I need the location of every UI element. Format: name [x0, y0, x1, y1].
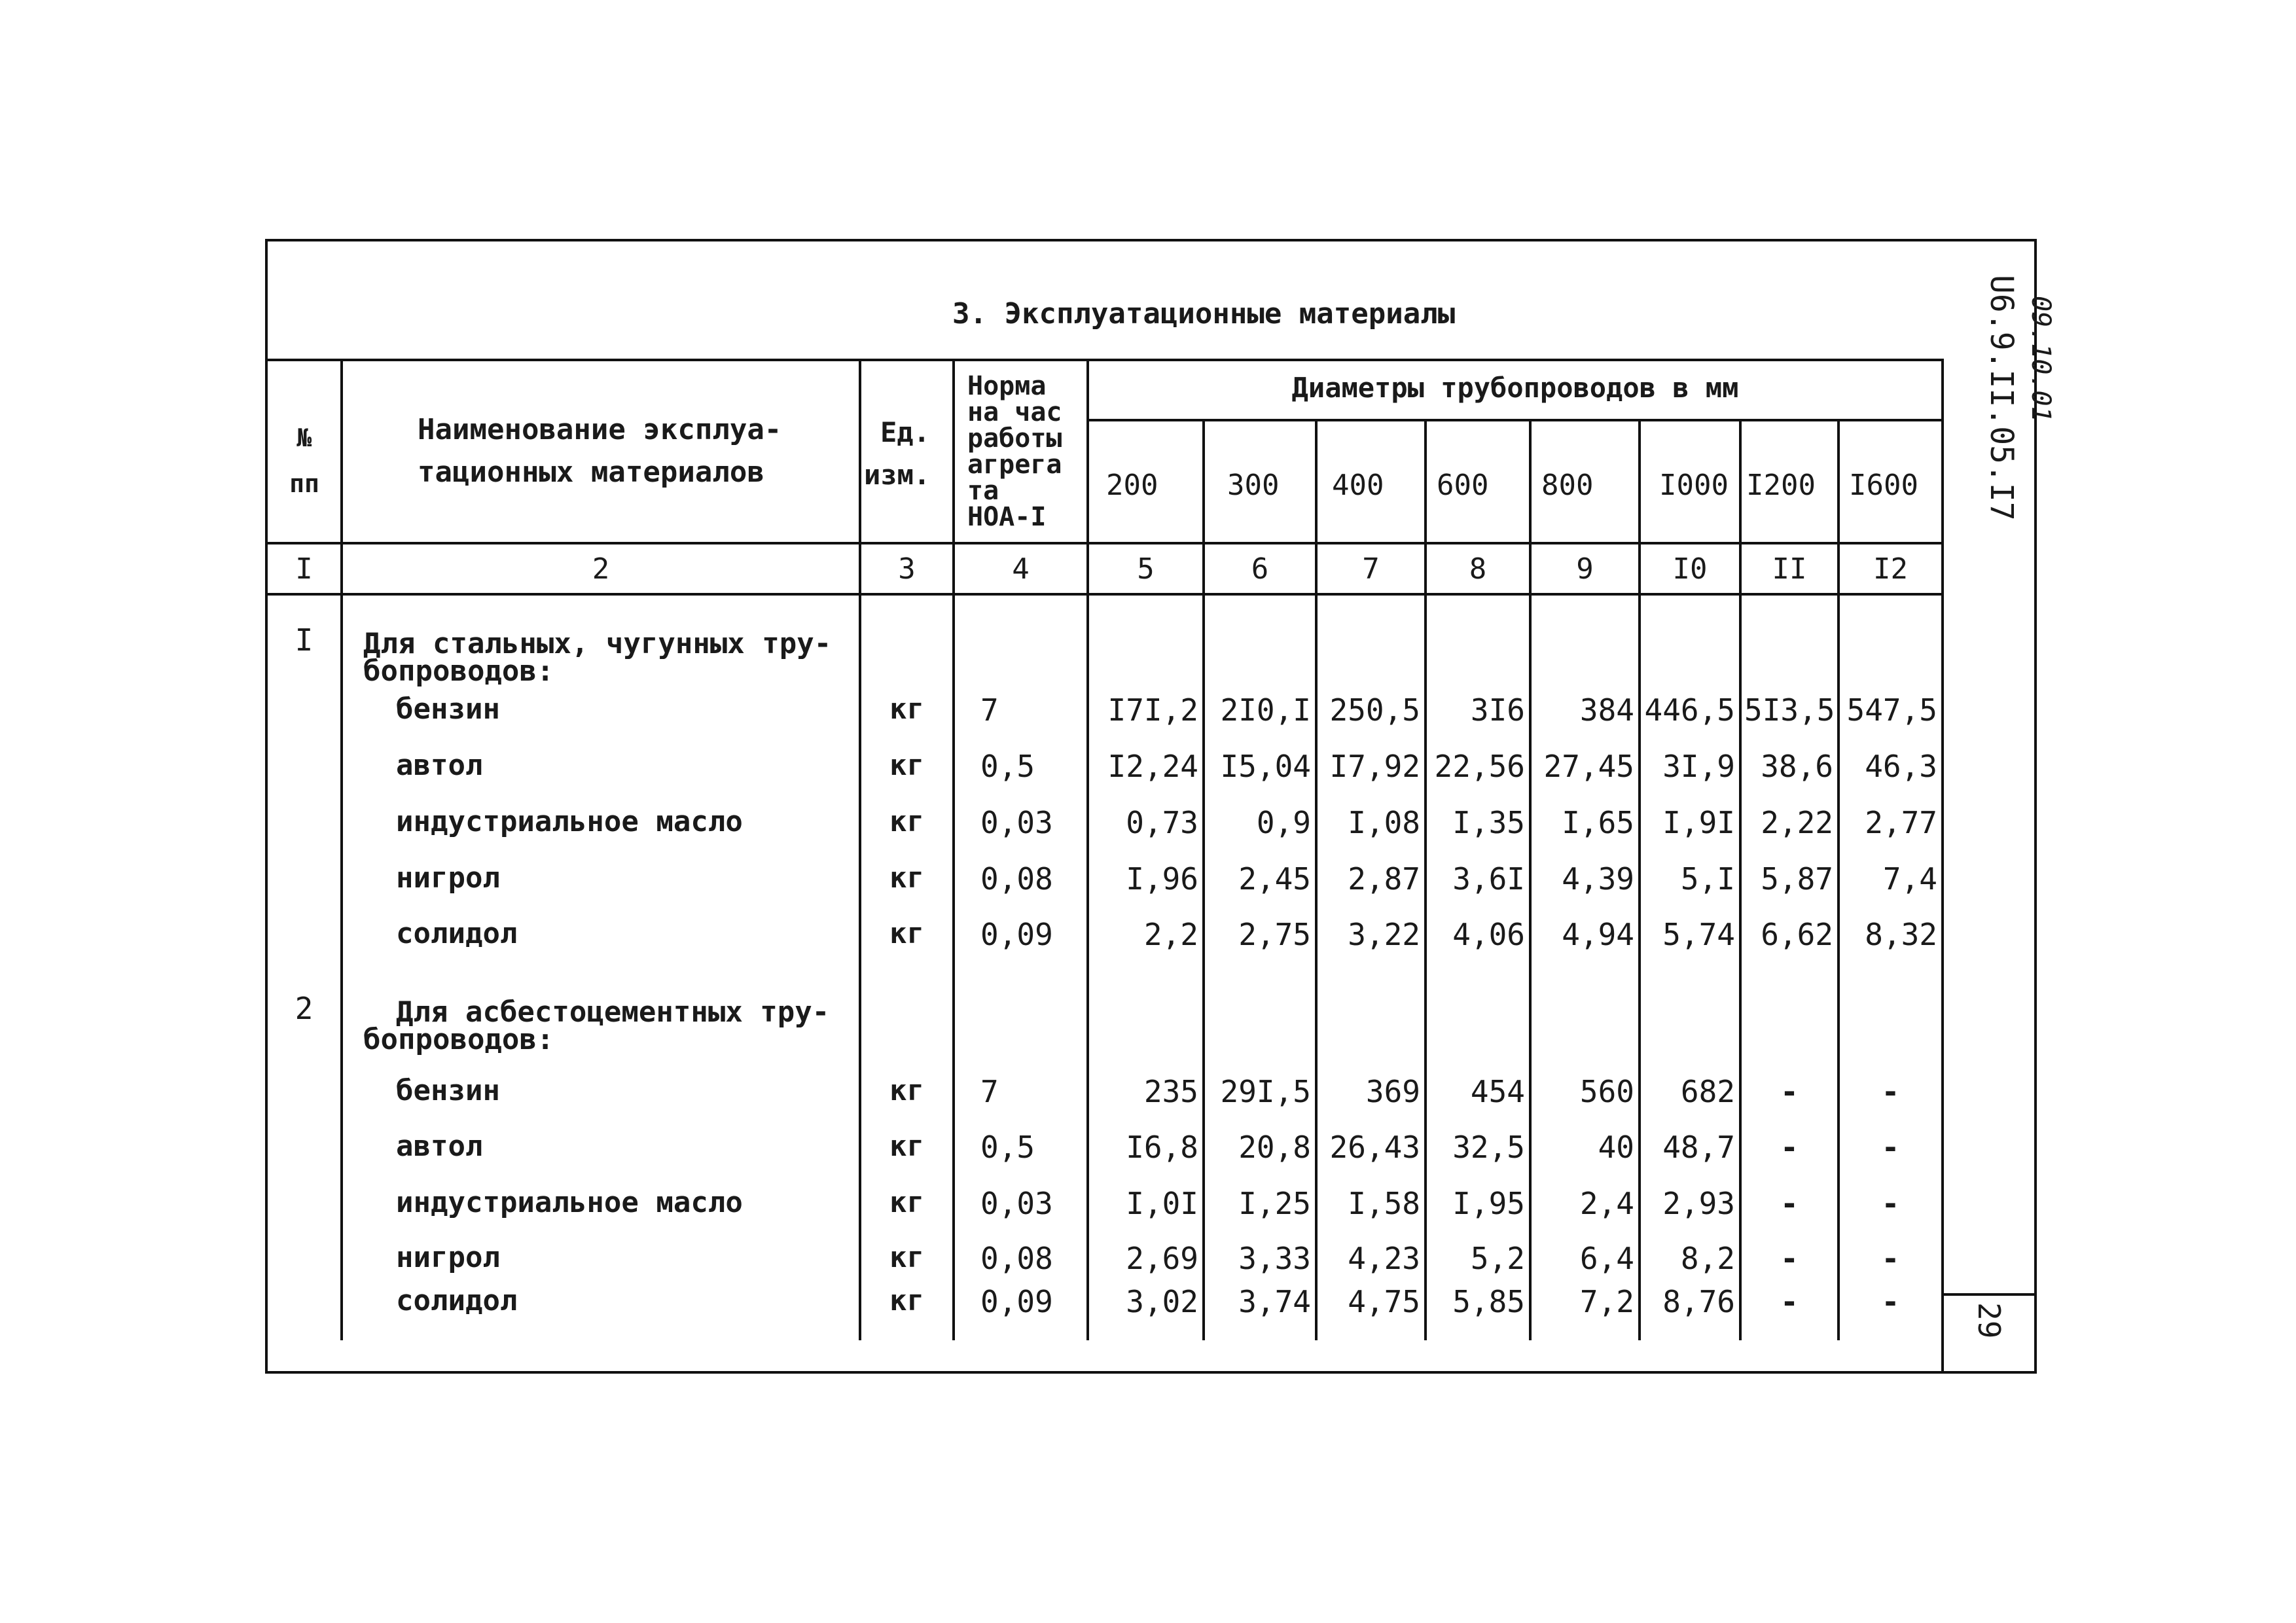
norm-cell: 0,08 [980, 1241, 1053, 1276]
value-cell: - [1881, 1284, 1900, 1319]
value-cell: 26,43 [1329, 1130, 1420, 1165]
table-top-rule [265, 359, 1943, 361]
value-cell: 8,76 [1662, 1284, 1735, 1319]
material-name: нигрол [396, 861, 500, 895]
page-box-left [1941, 1293, 1944, 1373]
value-cell: I,08 [1348, 805, 1420, 840]
value-cell: I,0I [1126, 1186, 1198, 1221]
value-cell: 38,6 [1761, 749, 1833, 784]
header-norm-line4: агрега [967, 450, 1062, 480]
norm-cell: 0,03 [980, 805, 1053, 840]
unit-cell: кг [889, 917, 924, 950]
value-cell: 27,45 [1543, 749, 1634, 784]
norm-cell: 7 [980, 692, 999, 728]
colnum-8: 8 [1469, 552, 1487, 586]
colnum-1: I [295, 552, 313, 586]
value-cell: 8,32 [1865, 917, 1937, 952]
group-2-title-line2: бопроводов: [363, 1023, 554, 1056]
col-sep-1 [340, 359, 343, 1340]
material-name: бензин [396, 1074, 500, 1107]
value-cell: 2I0,I [1220, 692, 1311, 728]
value-cell: I,96 [1126, 861, 1198, 897]
material-name: индустриальное масло [396, 1186, 743, 1219]
value-cell: 2,93 [1662, 1186, 1735, 1221]
value-cell: 2,22 [1761, 805, 1833, 840]
value-cell: 547,5 [1846, 692, 1937, 728]
value-cell: 5,87 [1761, 861, 1833, 897]
colnum-4: 4 [1012, 552, 1030, 586]
colnum-10: I0 [1672, 552, 1708, 586]
value-cell: I,58 [1348, 1186, 1420, 1221]
value-cell: 2,45 [1238, 861, 1311, 897]
value-cell: I,25 [1238, 1186, 1311, 1221]
diam-subheader-rule [1086, 419, 1943, 421]
value-cell: I5,04 [1220, 749, 1311, 784]
value-cell: 5,74 [1662, 917, 1735, 952]
norm-cell: 0,08 [980, 861, 1053, 897]
value-cell: 235 [1143, 1074, 1198, 1109]
unit-cell: кг [889, 861, 924, 895]
value-cell: 5,2 [1470, 1241, 1525, 1276]
unit-cell: кг [889, 1074, 924, 1107]
value-cell: 454 [1470, 1074, 1525, 1109]
value-cell: 7,4 [1882, 861, 1937, 897]
unit-cell: кг [889, 1284, 924, 1317]
norm-cell: 0,09 [980, 917, 1053, 952]
group-1-number: I [295, 622, 314, 658]
value-cell: - [1780, 1241, 1799, 1276]
unit-cell: кг [889, 692, 924, 726]
value-cell: I,95 [1452, 1186, 1525, 1221]
frame-bottom [265, 1371, 2037, 1374]
value-cell: 3,33 [1238, 1241, 1311, 1276]
colnum-9: 9 [1576, 552, 1594, 586]
norm-cell: 0,03 [980, 1186, 1053, 1221]
norm-cell: 0,5 [980, 749, 1035, 784]
material-name: солидол [396, 917, 518, 950]
value-cell: 46,3 [1865, 749, 1937, 784]
value-cell: 4,06 [1452, 917, 1525, 952]
diam-1600: I600 [1849, 469, 1918, 502]
value-cell: 6,62 [1761, 917, 1833, 952]
value-cell: - [1881, 1130, 1900, 1165]
value-cell: 3I,9 [1662, 749, 1735, 784]
norm-cell: 7 [980, 1074, 999, 1109]
material-name: автол [396, 1130, 483, 1163]
value-cell: I,65 [1562, 805, 1634, 840]
value-cell: 446,5 [1644, 692, 1735, 728]
material-name: нигрол [396, 1241, 500, 1274]
diam-400: 400 [1332, 469, 1384, 502]
value-cell: 20,8 [1238, 1130, 1311, 1165]
colnum-3: 3 [898, 552, 916, 586]
value-cell: 4,23 [1348, 1241, 1420, 1276]
diam-800: 800 [1541, 469, 1594, 502]
frame-top [265, 239, 2037, 241]
value-cell: - [1780, 1284, 1799, 1319]
header-unit-line2: изм. [864, 459, 931, 491]
value-cell: - [1881, 1186, 1900, 1221]
value-cell: I7,92 [1329, 749, 1420, 784]
value-cell: 2,87 [1348, 861, 1420, 897]
value-cell: 2,2 [1143, 917, 1198, 952]
page-box-top [1941, 1293, 2037, 1296]
value-cell: 7,2 [1579, 1284, 1634, 1319]
unit-cell: кг [889, 1130, 924, 1163]
value-cell: - [1881, 1074, 1900, 1109]
side-code: U6.9.II.05.I7 [1983, 275, 2020, 521]
value-cell: 2,77 [1865, 805, 1937, 840]
colnum-12: I2 [1873, 552, 1908, 586]
value-cell: 8,2 [1680, 1241, 1735, 1276]
value-cell: - [1780, 1074, 1799, 1109]
value-cell: I,35 [1452, 805, 1525, 840]
group-2-title-line1: Для асбестоцементных тру- [396, 995, 830, 1029]
value-cell: 5,85 [1452, 1284, 1525, 1319]
colnum-7: 7 [1362, 552, 1380, 586]
header-norm-line6: НОА-I [967, 502, 1047, 532]
unit-cell: кг [889, 1186, 924, 1219]
header-diam-title: Диаметры трубопроводов в мм [1291, 372, 1739, 404]
value-cell: 560 [1579, 1074, 1634, 1109]
value-cell: - [1881, 1241, 1900, 1276]
value-cell: 5I3,5 [1744, 692, 1835, 728]
value-cell: 22,56 [1434, 749, 1525, 784]
table-right-rule [1941, 359, 1944, 1294]
value-cell: 0,9 [1256, 805, 1311, 840]
value-cell: 40 [1598, 1130, 1634, 1165]
header-norm-line5: та [967, 476, 999, 506]
colnum-11: II [1772, 552, 1807, 586]
value-cell: 2,69 [1126, 1241, 1198, 1276]
material-name: индустриальное масло [396, 805, 743, 838]
value-cell: 3,74 [1238, 1284, 1311, 1319]
value-cell: 369 [1365, 1074, 1420, 1109]
col-sep-4 [1086, 359, 1089, 1340]
diam-1000: I000 [1659, 469, 1729, 502]
header-bottom-rule [265, 542, 1943, 544]
header-name-line1: Наименование эксплуа- [418, 413, 782, 446]
page-title: 3. Эксплуатационные материалы [952, 297, 1456, 330]
unit-cell: кг [889, 749, 924, 782]
material-name: автол [396, 749, 483, 782]
group-2-number: 2 [295, 991, 314, 1026]
col-sep-3 [952, 359, 955, 1340]
header-num-line2: пп [289, 469, 319, 498]
value-cell: - [1780, 1186, 1799, 1221]
value-cell: I2,24 [1107, 749, 1198, 784]
value-cell: 4,75 [1348, 1284, 1420, 1319]
value-cell: I7I,2 [1107, 692, 1198, 728]
colnum-5: 5 [1137, 552, 1155, 586]
value-cell: I6,8 [1126, 1130, 1198, 1165]
value-cell: 3,02 [1126, 1284, 1198, 1319]
diam-600: 600 [1437, 469, 1489, 502]
header-norm-line2: на час [967, 397, 1062, 427]
page-number: 29 [1971, 1302, 2007, 1339]
value-cell: 4,94 [1562, 917, 1634, 952]
unit-cell: кг [889, 1241, 924, 1274]
value-cell: 0,73 [1126, 805, 1198, 840]
value-cell: 3I6 [1470, 692, 1525, 728]
diam-1200: I200 [1746, 469, 1816, 502]
value-cell: 3,22 [1348, 917, 1420, 952]
frame-left [265, 239, 268, 1374]
group-1-title-line1: Для стальных, чугунных тру- [363, 627, 832, 660]
group-1-title-line2: бопроводов: [363, 654, 554, 688]
material-name: солидол [396, 1284, 518, 1317]
colnum-2: 2 [592, 552, 610, 586]
value-cell: I,9I [1662, 805, 1735, 840]
value-cell: 2,75 [1238, 917, 1311, 952]
norm-cell: 0,09 [980, 1284, 1053, 1319]
material-name: бензин [396, 692, 500, 726]
value-cell: 2,4 [1579, 1186, 1634, 1221]
value-cell: 3,6I [1452, 861, 1525, 897]
colnum-6: 6 [1251, 552, 1269, 586]
header-norm-line3: работы [967, 423, 1062, 454]
value-cell: - [1780, 1130, 1799, 1165]
diam-200: 200 [1106, 469, 1158, 502]
diam-300: 300 [1227, 469, 1280, 502]
value-cell: 6,4 [1579, 1241, 1634, 1276]
value-cell: 5,I [1680, 861, 1735, 897]
header-norm-line1: Норма [967, 371, 1047, 401]
value-cell: 32,5 [1452, 1130, 1525, 1165]
side-code-handwritten: 09.10.01 [2026, 296, 2056, 422]
value-cell: 250,5 [1329, 692, 1420, 728]
value-cell: 4,39 [1562, 861, 1634, 897]
norm-cell: 0,5 [980, 1130, 1035, 1165]
value-cell: 29I,5 [1220, 1074, 1311, 1109]
unit-cell: кг [889, 805, 924, 838]
value-cell: 384 [1579, 692, 1634, 728]
value-cell: 48,7 [1662, 1130, 1735, 1165]
colnum-bottom-rule [265, 593, 1943, 596]
header-unit-line1: Ед. [880, 416, 930, 448]
header-name-line2: тационных материалов [418, 455, 764, 489]
header-num-line1: № [296, 423, 312, 452]
value-cell: 682 [1680, 1074, 1735, 1109]
